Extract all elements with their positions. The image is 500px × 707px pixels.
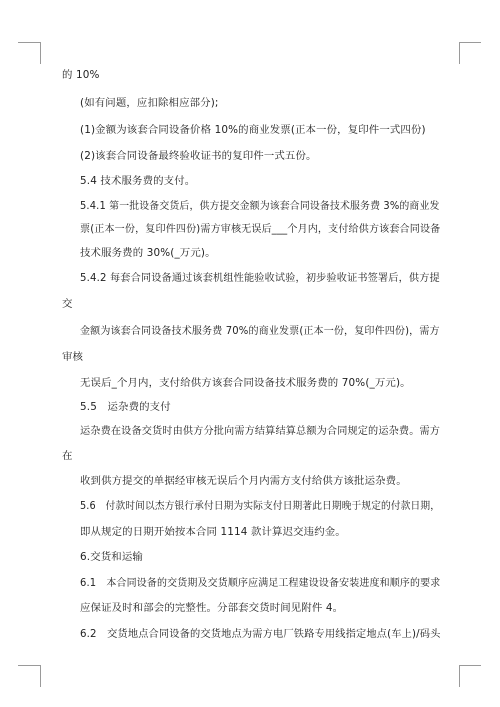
text-line: 票(正本一份，复印件四份)需方审核无误后___个月内，支付给供方该套合同设备 — [80, 223, 441, 235]
text-line: 收到供方提交的单据经审核无误后个月内需方支付给供方该批运杂费。 — [80, 475, 407, 487]
text-line: 5.4 技术服务费的支付。 — [80, 175, 196, 187]
crop-mark-bottom-left — [18, 665, 40, 666]
text-line: 5.4.2 每套合同设备通过该套机组性能验收试验，初步验收证书签署后，供方提 — [80, 272, 440, 284]
text-line: 5.5 运杂费的支付 — [80, 401, 171, 413]
text-line: 6.交货和运输 — [80, 551, 143, 563]
text-line: 5.6 付款时间以杰方银行承付日期为实际支付日期著此日期晚于规定的付款日期， — [80, 500, 441, 512]
text-line: 运杂费在设备交货时由供方分批向需方结算结算总额为合同规定的运杂费。需方 — [80, 425, 441, 437]
text-line: 6.2 交货地点合同设备的交货地点为需方电厂铁路专用线指定地点(车上)/码头 — [80, 628, 441, 640]
text-line: (2)该套合同设备最终验收证书的复印件一式五份。 — [80, 150, 317, 162]
text-line: 审核 — [62, 351, 84, 363]
text-line: 6.1 本合同设备的交货期及交货顺序应满足工程建设设备安装进度和顺序的要求 — [80, 577, 441, 589]
text-line: 技术服务费的 30%(_万元)。 — [80, 247, 216, 259]
text-line: 的 10% — [62, 69, 100, 81]
crop-mark-bottom-left — [40, 665, 41, 687]
crop-mark-top-right — [459, 42, 481, 43]
text-line: 交 — [62, 298, 73, 310]
crop-mark-top-right — [459, 42, 460, 64]
crop-mark-top-left — [40, 42, 41, 64]
text-line: 金额为该套合同设备技术服务费 70%的商业发票(正本一份，复印件四份)，需方 — [80, 325, 440, 337]
crop-mark-bottom-right — [459, 665, 481, 666]
text-line: 无误后_个月内，支付给供方该套合同设备技术服务费的 70%(_万元)。 — [80, 377, 411, 389]
text-line: 即从规定的日期开始按本合同 1114 款计算迟交违约金。 — [80, 526, 346, 538]
crop-mark-bottom-right — [459, 665, 460, 687]
text-line: (1)金额为该套合同设备价格 10%的商业发票(正本一份，复印件一式四份) — [80, 124, 426, 136]
text-line: 5.4.1 第一批设备交货后，供方提交金额为该套合同设备技术服务费 3%的商业发 — [80, 200, 440, 212]
text-line: 应保证及时和部会的完整性。分部套交货时间见附件 4。 — [80, 602, 344, 614]
text-line: 在 — [62, 450, 73, 462]
text-line: (如有问题，应扣除相应部分); — [80, 97, 219, 109]
crop-mark-top-left — [18, 42, 40, 43]
